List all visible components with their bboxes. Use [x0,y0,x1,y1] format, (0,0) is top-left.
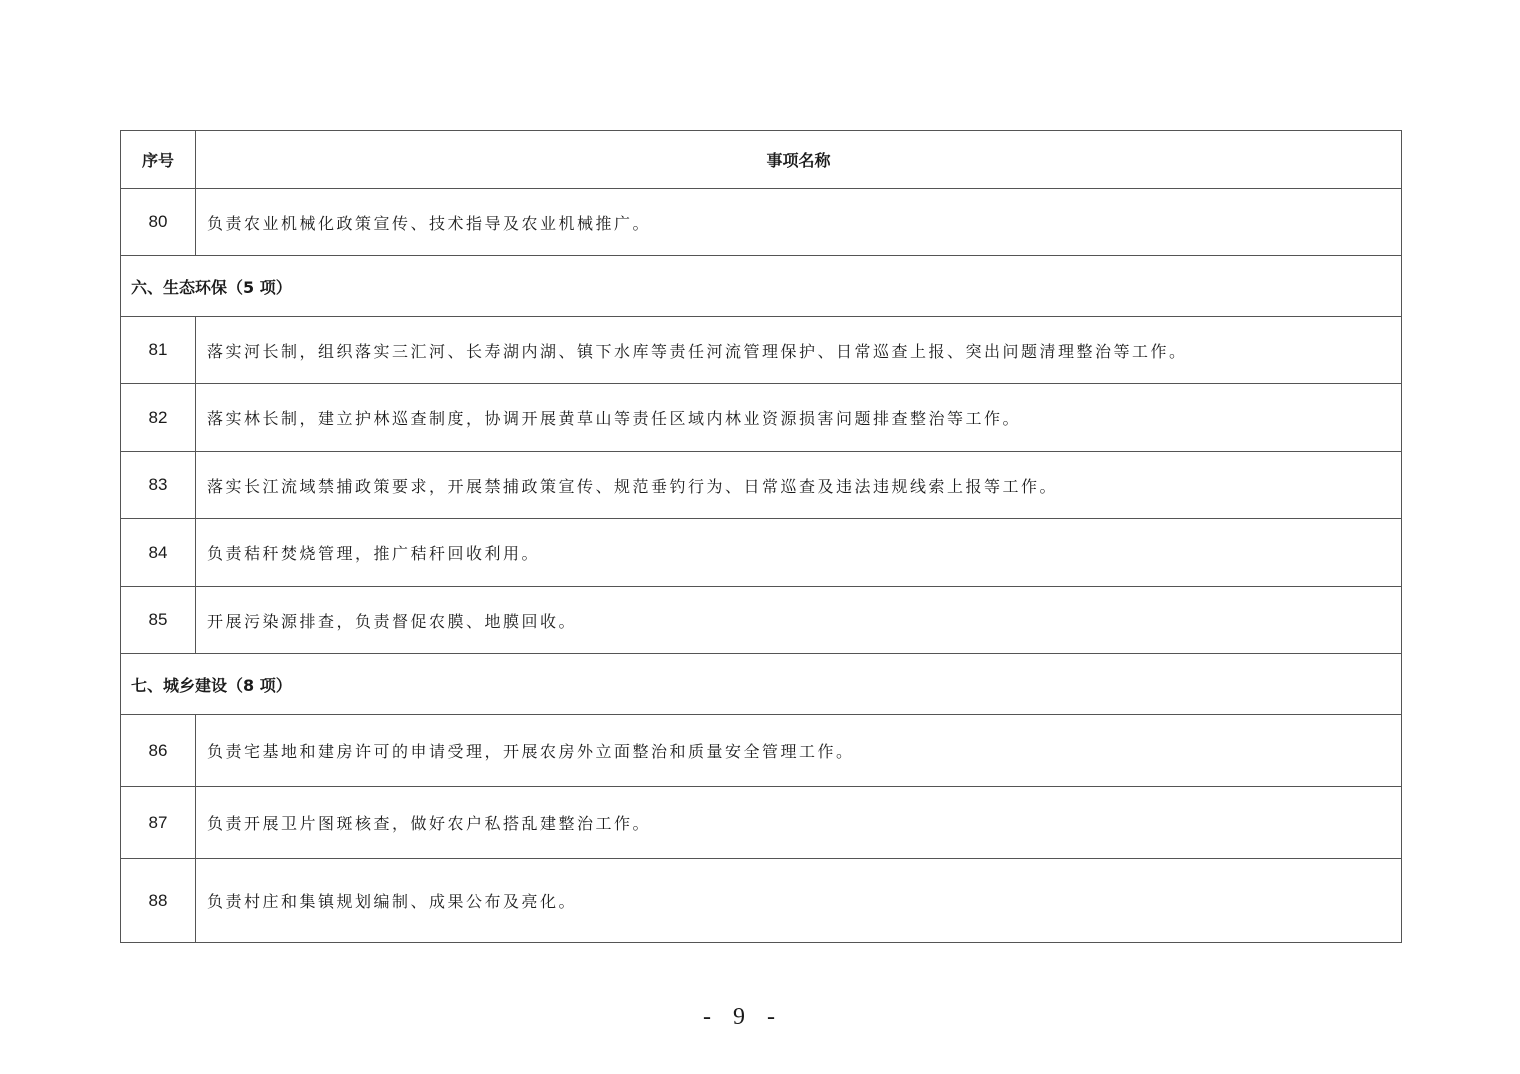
header-serial-number: 序号 [121,131,196,189]
table-row [121,859,1402,943]
table-row [121,587,1402,654]
table-row [121,189,1402,256]
table-row [121,787,1402,859]
item-name-cell: 落实林长制，建立护林巡查制度，协调开展黄草山等责任区域内林业资源损害问题排查整治等工作。 [196,384,1402,452]
item-name-cell: 落实河长制，组织落实三汇河、长寿湖内湖、镇下水库等责任河流管理保护、日常巡查上报、突出问题清理整治等工作。 [196,317,1402,384]
serial-number-cell: 85 [121,587,196,654]
serial-number-cell: 83 [121,452,196,519]
item-name-cell: 负责开展卫片图斑核查，做好农户私搭乱建整治工作。 [196,787,1402,859]
header-item-name: 事项名称 [196,131,1402,189]
item-name-cell: 负责秸秆焚烧管理，推广秸秆回收利用。 [196,519,1402,587]
table-row [121,384,1402,452]
serial-number-cell: 80 [121,189,196,256]
item-name-cell: 落实长江流域禁捕政策要求，开展禁捕政策宣传、规范垂钓行为、日常巡查及违法违规线索上报等工作。 [196,452,1402,519]
matters-table [120,130,1402,943]
serial-number-cell: 84 [121,519,196,587]
table-header-row [121,131,1402,189]
item-name-cell: 开展污染源排查，负责督促农膜、地膜回收。 [196,587,1402,654]
serial-number-cell: 87 [121,787,196,859]
serial-number-cell: 88 [121,859,196,943]
table-body [121,189,1402,943]
item-name-cell: 负责宅基地和建房许可的申请受理，开展农房外立面整治和质量安全管理工作。 [196,715,1402,787]
table-row [121,452,1402,519]
item-name-cell: 负责村庄和集镇规划编制、成果公布及亮化。 [196,859,1402,943]
table-row [121,519,1402,587]
section-row [121,256,1402,317]
table-row [121,715,1402,787]
section-title: 七、城乡建设（8 项） [121,654,1402,715]
table-row [121,317,1402,384]
serial-number-cell: 82 [121,384,196,452]
section-row [121,654,1402,715]
page-number: - 9 - [703,1004,783,1030]
section-title: 六、生态环保（5 项） [121,256,1402,317]
serial-number-cell: 81 [121,317,196,384]
serial-number-cell: 86 [121,715,196,787]
item-name-cell: 负责农业机械化政策宣传、技术指导及农业机械推广。 [196,189,1402,256]
